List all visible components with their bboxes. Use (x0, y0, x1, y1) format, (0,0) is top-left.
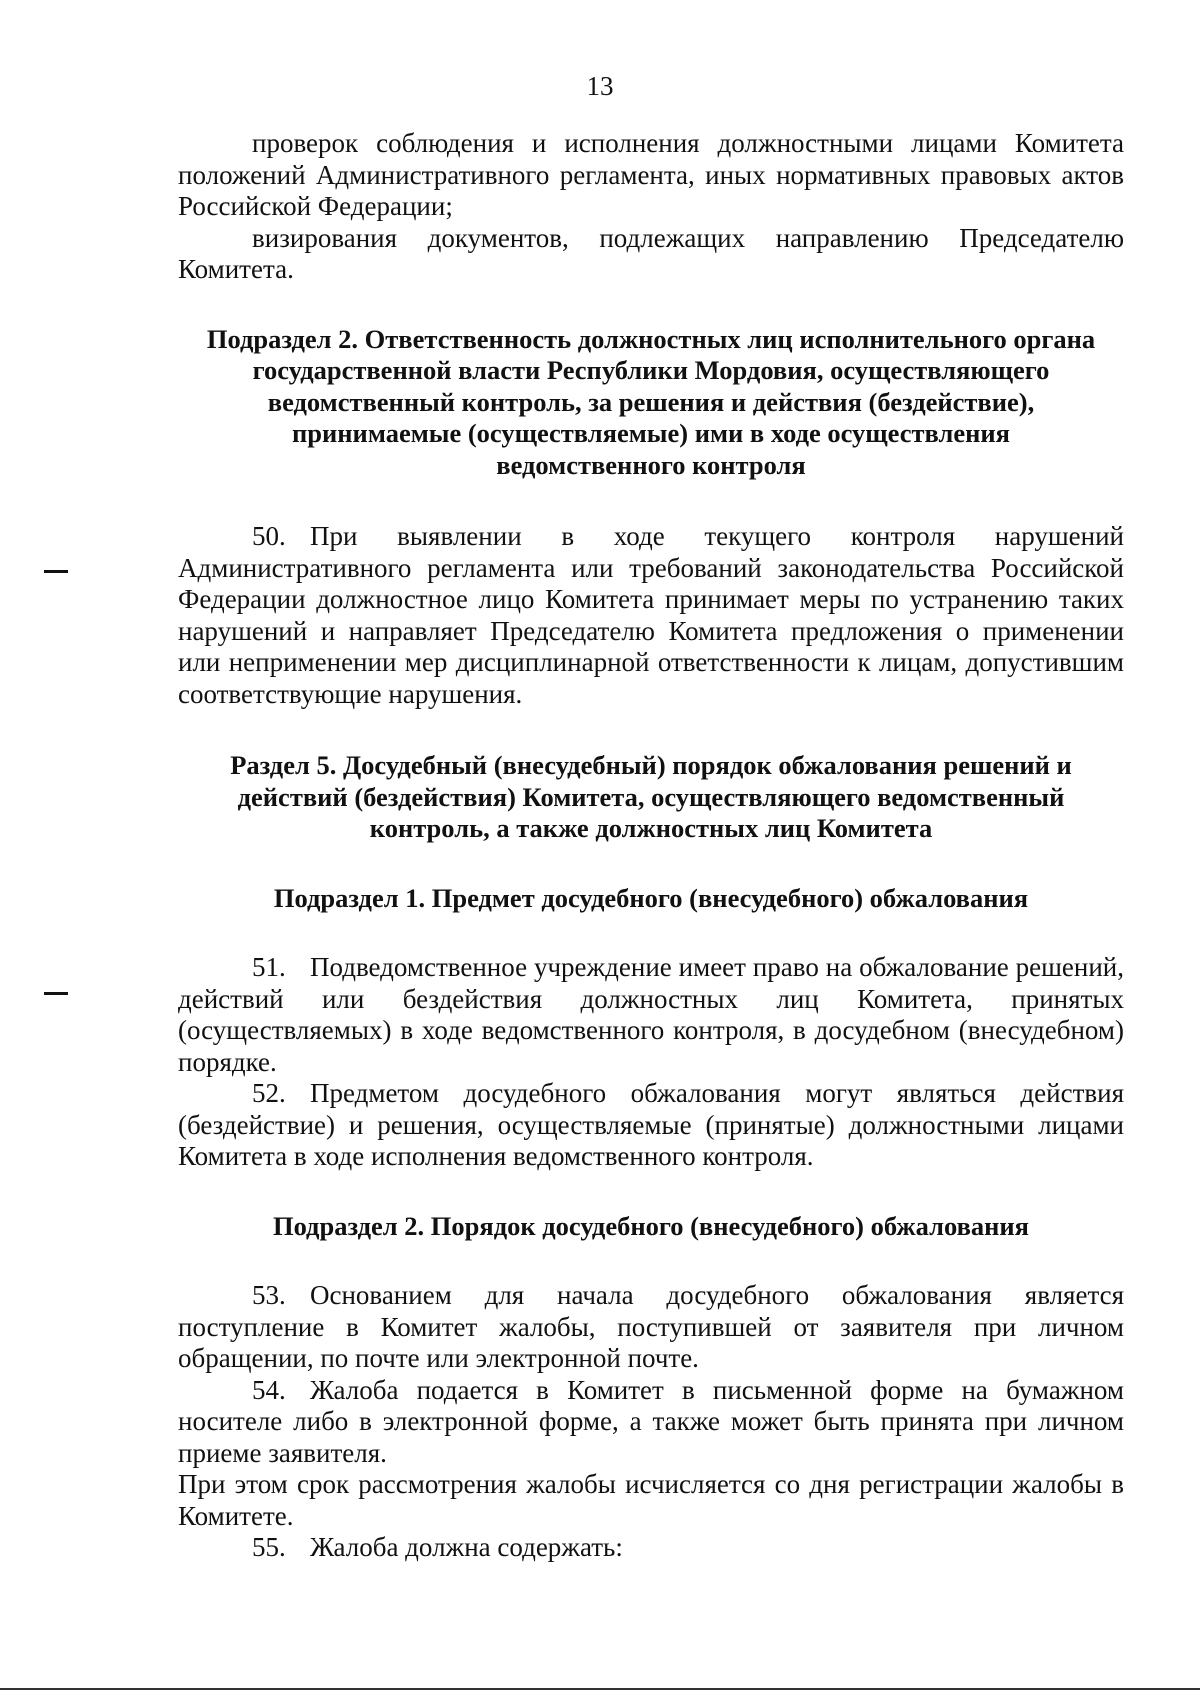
section-heading: Раздел 5. Досудебный (внесудебный) порядок обжалования решений и действий (бездействия) Комитета, осуществляющего ведомственный контроль, а также должностных лиц Комитета (230, 750, 1072, 843)
numbered-paragraph (178, 1280, 1124, 1375)
numbered-paragraph (178, 521, 1124, 710)
paragraph: визирования документов, подлежащих направлению Председателю Комитета. (178, 222, 1124, 284)
item-number: 53. (252, 1280, 286, 1310)
item-number: 52. (252, 1078, 286, 1108)
paragraph-text: Основанием для начала досудебного обжалования является поступление в Комитет жалобы, поступившей от заявителя при личном обращении, по почте или электронной почте. (178, 1280, 1124, 1373)
subsection-heading: Подраздел 2. Ответственность должностных лиц исполнительного органа государственной власти Республики Мордовия, осуществляющего ведомственный контроль, за решения и действия (бездействие), принимаемые (осуществляемые) ими в ходе осуществления ведомственного контроля (206, 323, 1096, 480)
numbered-paragraph (178, 1078, 1124, 1173)
item-number: 55. (252, 1532, 286, 1562)
page-number: 13 (586, 71, 614, 101)
paragraph-text: Подведомственное учреждение имеет право на обжалование решений, действий или бездействия должностных лиц Комитета, принятых (осуществляемых) в ходе ведомственного контроля, в досудебном (внесудебном) порядке. (178, 952, 1124, 1077)
paragraph: При этом срок рассмотрения жалобы исчисляется со дня регистрации жалобы в Комитете. (178, 1469, 1124, 1531)
paragraph-text: При выявлении в ходе текущего контроля нарушений Административного регламента или требований законодательства Российской Федерации должностное лицо Комитета принимает меры по устранению таких нарушений и направляет Председателю Комитета предложения о применении или неприменении мер дисциплинарной ответственности к лицам, допустившим соответствующие нарушения. (178, 521, 1124, 709)
numbered-paragraph (178, 1532, 1124, 1564)
paragraph-text: Жалоба подается в Комитет в письменной форме на бумажном носителе либо в электронной форме, а также может быть принята при личном приеме заявителя. (178, 1374, 1124, 1468)
numbered-paragraph (178, 952, 1124, 1078)
margin-mark (44, 570, 68, 573)
item-number: 54. (252, 1374, 286, 1405)
paragraph-text: Жалоба должна содержать: (310, 1532, 623, 1562)
item-number: 50. (252, 521, 286, 551)
margin-mark (44, 992, 68, 995)
document-body (178, 128, 1124, 1564)
numbered-paragraph (178, 1375, 1124, 1470)
paragraph: проверок соблюдения и исполнения должностными лицами Комитета положений Административного регламента, иных нормативных правовых актов Российской Федерации; (178, 128, 1124, 221)
scan-edge-line (0, 1688, 1200, 1690)
subsection-heading: Подраздел 1. Предмет досудебного (внесудебного) обжалования (273, 882, 1029, 913)
paragraph-text: Предметом досудебного обжалования могут являться действия (бездействие) и решения, осуществляемые (принятые) должностными лицами Комитета в ходе исполнения ведомственного контроля. (178, 1078, 1124, 1171)
subsection-heading: Подраздел 2. Порядок досудебного (внесудебного) обжалования (272, 1210, 1030, 1241)
item-number: 51. (252, 952, 286, 982)
